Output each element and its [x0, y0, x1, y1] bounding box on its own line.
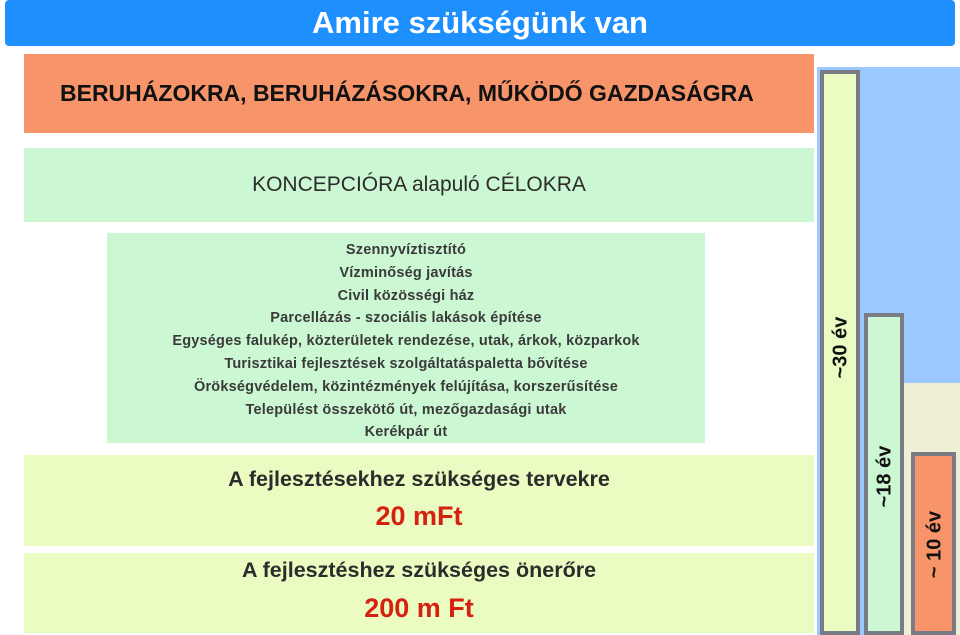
projects-list — [107, 239, 705, 444]
project-item: Örökségvédelem, közintézmények felújítása, korszerűsítése — [193, 378, 619, 395]
investments-heading: BERUHÁZOKRA, BERUHÁZÁSOKRA, MŰKÖDŐ GAZDASÁGRA — [60, 80, 754, 106]
concept-band — [24, 148, 814, 222]
concept-heading: KONCEPCIÓRA alapuló CÉLOKRA — [252, 173, 586, 196]
investments-band — [24, 54, 814, 133]
project-item: Szennyvíztisztító — [345, 242, 467, 258]
own-funds-amount: 200 m Ft — [364, 593, 474, 623]
title-banner — [5, 0, 955, 46]
timeline-bar-18-years — [864, 313, 904, 635]
timeline-label-10-years: ~ 10 év — [923, 510, 946, 579]
project-item: Kerékpár út — [364, 424, 448, 441]
plans-funding-box — [24, 455, 814, 546]
project-item: Vízminőség javítás — [339, 264, 473, 281]
project-item: Turisztikai fejlesztések szolgáltatáspaletta bővítése — [224, 355, 588, 372]
project-item: Civil közösségi ház — [337, 287, 475, 304]
plans-label: A fejlesztésekhez szükséges tervekre — [228, 467, 610, 491]
project-item: Települést összekötő út, mezőgazdasági utak — [245, 401, 567, 418]
own-funds-box — [24, 553, 814, 633]
project-item: Parcellázás - szociális lakások építése — [270, 310, 542, 327]
plans-amount: 20 mFt — [375, 501, 463, 531]
timeline-bar-10-years — [911, 452, 956, 635]
project-item: Egységes falukép, közterületek rendezése, utak, árkok, közparkok — [172, 333, 640, 350]
page-title: Amire szükségünk van — [312, 5, 648, 40]
own-funds-label: A fejlesztéshez szükséges önerőre — [241, 558, 597, 582]
timeline-bar-30-years — [820, 70, 860, 635]
timeline-label-30-years: ~30 év — [829, 316, 852, 379]
projects-box — [107, 233, 705, 443]
timeline-label-18-years: ~18 év — [873, 445, 896, 508]
